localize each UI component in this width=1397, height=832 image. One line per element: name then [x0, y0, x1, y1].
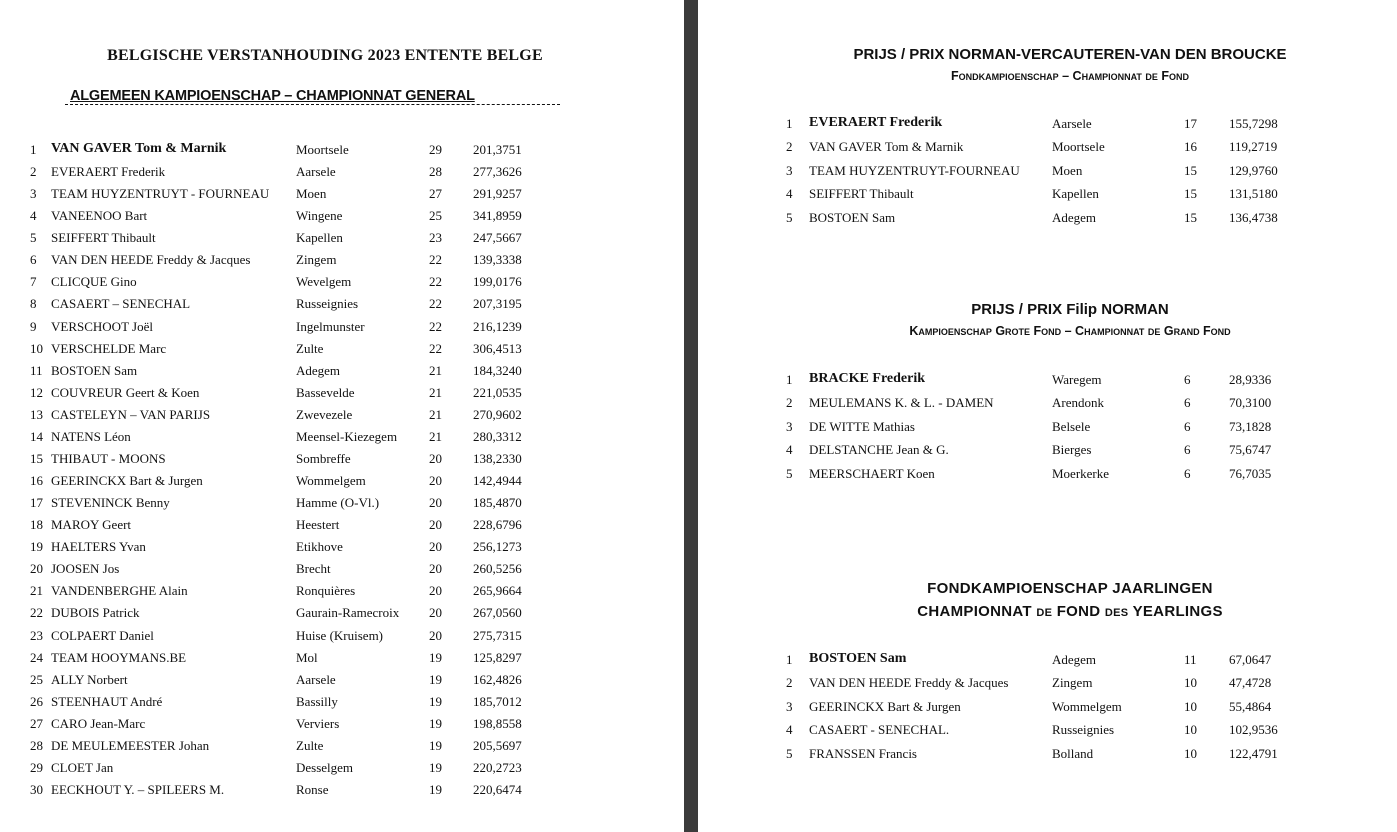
name-cell: TEAM HUYZENTRUYT-FOURNEAU: [809, 162, 1020, 178]
score-cell: 280,3312: [473, 428, 522, 444]
place-cell: Kapellen: [296, 230, 343, 246]
place-cell: Zulte: [296, 737, 324, 753]
count-cell: 22: [429, 296, 442, 312]
score-cell: 221,0535: [473, 384, 522, 400]
score-cell: 28,9336: [1229, 372, 1272, 387]
rank-cell: 1: [786, 372, 793, 387]
place-cell: Moen: [296, 186, 327, 202]
name-cell: GEERINCKX Bart & Jurgen: [51, 473, 203, 489]
right-page: [698, 0, 1397, 832]
place-cell: Verviers: [296, 715, 340, 731]
name-cell: DELSTANCHE Jean & G.: [809, 442, 949, 458]
score-cell: 155,7298: [1229, 116, 1278, 131]
name-cell: CARO Jean-Marc: [51, 715, 146, 731]
score-cell: 131,5180: [1229, 186, 1278, 202]
place-cell: Wommelgem: [1052, 698, 1122, 714]
place-cell: Russeignies: [296, 296, 359, 312]
count-cell: 15: [1184, 186, 1197, 202]
count-cell: 15: [1184, 209, 1197, 225]
rank-cell: 3: [786, 418, 793, 434]
rank-cell: 1: [786, 652, 793, 667]
section-subtitle-grand-fond: Kampioenschap Grote Fond – Championnat de Grand Fond: [909, 324, 1231, 338]
name-cell: MEULEMANS K. & L. - DAMEN: [809, 395, 994, 411]
score-cell: 122,4791: [1229, 745, 1278, 761]
rank-cell: 9: [30, 318, 37, 334]
rank-cell: 30: [30, 782, 43, 798]
score-cell: 76,7035: [1229, 465, 1272, 481]
section-subtitle-yearlings: CHAMPIONNAT de FOND des YEARLINGS: [917, 603, 1223, 620]
name-cell: BOSTOEN Sam: [809, 209, 896, 225]
score-cell: 125,8297: [473, 649, 522, 665]
place-cell: Mol: [296, 649, 318, 665]
rank-cell: 22: [30, 605, 43, 621]
place-cell: Moerkerke: [1052, 465, 1110, 481]
name-cell: VERSCHOOT Joël: [51, 318, 153, 334]
name-cell: VAN GAVER Tom & Marnik: [809, 139, 964, 155]
name-cell: VAN GAVER Tom & Marnik: [51, 141, 227, 156]
count-cell: 20: [429, 539, 442, 555]
count-cell: 19: [429, 737, 442, 753]
place-cell: Bassilly: [296, 693, 338, 709]
count-cell: 6: [1184, 418, 1191, 434]
place-cell: Meensel-Kiezegem: [296, 428, 398, 444]
place-cell: Ingelmunster: [296, 318, 365, 334]
rank-cell: 5: [786, 745, 793, 761]
name-cell: CASAERT – SENECHAL: [51, 296, 191, 312]
name-cell: CASAERT - SENECHAL.: [809, 722, 950, 738]
rank-cell: 4: [786, 186, 793, 202]
rank-cell: 8: [30, 296, 37, 312]
count-cell: 28: [429, 164, 442, 180]
rank-cell: 20: [30, 561, 43, 577]
rank-cell: 16: [30, 473, 43, 489]
score-cell: 220,2723: [473, 759, 522, 775]
place-cell: Huise (Kruisem): [296, 627, 384, 643]
name-cell: TEAM HOOYMANS.BE: [51, 649, 187, 665]
rank-cell: 2: [786, 395, 793, 411]
page-title: BELGISCHE VERSTANHOUDING 2023 ENTENTE BELGE: [107, 47, 543, 64]
place-cell: Ronse: [296, 782, 329, 798]
name-cell: EECKHOUT Y. – SPILEERS M.: [51, 782, 225, 798]
count-cell: 10: [1184, 675, 1197, 691]
name-cell: EVERAERT Frederik: [51, 164, 166, 180]
place-cell: Bierges: [1052, 442, 1092, 458]
score-cell: 260,5256: [473, 561, 522, 577]
count-cell: 20: [429, 517, 442, 533]
rank-cell: 6: [30, 252, 37, 268]
name-cell: MAROY Geert: [51, 517, 132, 533]
score-cell: 162,4826: [473, 671, 522, 687]
count-cell: 11: [1184, 652, 1197, 667]
place-cell: Wevelgem: [296, 274, 352, 290]
count-cell: 27: [429, 186, 442, 202]
score-cell: 199,0176: [473, 274, 522, 290]
count-cell: 19: [429, 759, 442, 775]
place-cell: Brecht: [296, 561, 331, 577]
score-cell: 216,1239: [473, 318, 522, 334]
name-cell: BOSTOEN Sam: [809, 651, 907, 666]
name-cell: CLOET Jan: [51, 759, 114, 775]
place-cell: Hamme (O-Vl.): [296, 495, 380, 511]
rank-cell: 5: [30, 230, 37, 246]
score-cell: 205,5697: [473, 737, 522, 753]
rank-cell: 1: [786, 116, 793, 131]
name-cell: SEIFFERT Thibault: [51, 230, 156, 246]
dashed-separator: [65, 104, 560, 105]
name-cell: VAN DEN HEEDE Freddy & Jacques: [51, 252, 251, 268]
rank-cell: 24: [30, 649, 43, 665]
score-cell: 70,3100: [1229, 395, 1272, 411]
rank-cell: 28: [30, 737, 43, 753]
name-cell: SEIFFERT Thibault: [809, 186, 914, 202]
section-subtitle-fond: Fondkampioenschap – Championnat de Fond: [951, 69, 1189, 83]
rank-cell: 11: [30, 362, 43, 378]
rank-cell: 2: [30, 164, 37, 180]
place-cell: Zingem: [296, 252, 337, 268]
name-cell: STEENHAUT André: [51, 693, 163, 709]
section-subtitle-general: ALGEMEEN KAMPIOENSCHAP – CHAMPIONNAT GENERAL: [70, 88, 475, 104]
score-cell: 119,2719: [1229, 139, 1278, 155]
page-divider: [684, 0, 698, 832]
count-cell: 29: [429, 142, 442, 157]
place-cell: Moortsele: [1052, 139, 1105, 155]
rank-cell: 2: [786, 139, 793, 155]
score-cell: 129,9760: [1229, 162, 1278, 178]
count-cell: 17: [1184, 116, 1197, 131]
count-cell: 6: [1184, 395, 1191, 411]
score-cell: 75,6747: [1229, 442, 1272, 458]
left-page: [0, 0, 684, 832]
score-cell: 247,5667: [473, 230, 522, 246]
place-cell: Zulte: [296, 340, 324, 356]
place-cell: Adegem: [1052, 652, 1097, 667]
score-cell: 73,1828: [1229, 418, 1272, 434]
score-cell: 228,6796: [473, 517, 522, 533]
section-title-fond: PRIJS / PRIX NORMAN-VERCAUTEREN-VAN DEN BROUCKE: [853, 46, 1287, 63]
count-cell: 10: [1184, 745, 1197, 761]
count-cell: 22: [429, 274, 442, 290]
rank-cell: 14: [30, 428, 43, 444]
name-cell: COLPAERT Daniel: [51, 627, 154, 643]
score-cell: 184,3240: [473, 362, 522, 378]
place-cell: Aarsele: [296, 671, 336, 687]
rank-cell: 13: [30, 406, 43, 422]
name-cell: MEERSCHAERT Koen: [809, 465, 935, 481]
score-cell: 267,0560: [473, 605, 522, 621]
score-cell: 138,2330: [473, 450, 522, 466]
score-cell: 341,8959: [473, 208, 522, 224]
name-cell: THIBAUT - MOONS: [51, 450, 166, 466]
rank-cell: 27: [30, 715, 43, 731]
score-cell: 198,8558: [473, 715, 522, 731]
count-cell: 19: [429, 671, 442, 687]
score-cell: 277,3626: [473, 164, 522, 180]
count-cell: 22: [429, 340, 442, 356]
name-cell: EVERAERT Frederik: [809, 115, 943, 130]
count-cell: 21: [429, 406, 442, 422]
count-cell: 10: [1184, 698, 1197, 714]
rank-cell: 5: [786, 465, 793, 481]
name-cell: VAN DEN HEEDE Freddy & Jacques: [809, 675, 1009, 691]
rank-cell: 10: [30, 340, 43, 356]
rank-cell: 29: [30, 759, 43, 775]
count-cell: 15: [1184, 162, 1197, 178]
name-cell: VERSCHELDE Marc: [51, 340, 167, 356]
rank-cell: 1: [30, 142, 37, 157]
place-cell: Belsele: [1052, 418, 1091, 434]
place-cell: Moortsele: [296, 142, 349, 157]
score-cell: 139,3338: [473, 252, 522, 268]
name-cell: HAELTERS Yvan: [51, 539, 146, 555]
count-cell: 21: [429, 428, 442, 444]
name-cell: NATENS Léon: [51, 428, 131, 444]
score-cell: 102,9536: [1229, 722, 1278, 738]
score-cell: 220,6474: [473, 782, 522, 798]
score-cell: 207,3195: [473, 296, 522, 312]
count-cell: 20: [429, 561, 442, 577]
count-cell: 6: [1184, 372, 1191, 387]
rank-cell: 23: [30, 627, 43, 643]
rank-cell: 12: [30, 384, 43, 400]
name-cell: ALLY Norbert: [51, 671, 128, 687]
count-cell: 23: [429, 230, 442, 246]
count-cell: 6: [1184, 442, 1191, 458]
place-cell: Russeignies: [1052, 722, 1115, 738]
name-cell: DE MEULEMEESTER Johan: [51, 737, 210, 753]
name-cell: COUVREUR Geert & Koen: [51, 384, 200, 400]
name-cell: STEVENINCK Benny: [51, 495, 170, 511]
count-cell: 20: [429, 627, 442, 643]
rank-cell: 19: [30, 539, 43, 555]
rank-cell: 4: [30, 208, 37, 224]
score-cell: 55,4864: [1229, 698, 1272, 714]
rank-cell: 3: [30, 186, 37, 202]
place-cell: Gaurain-Ramecroix: [296, 605, 400, 621]
place-cell: Aarsele: [296, 164, 336, 180]
score-cell: 306,4513: [473, 340, 522, 356]
score-cell: 185,4870: [473, 495, 522, 511]
count-cell: 6: [1184, 465, 1191, 481]
rank-cell: 2: [786, 675, 793, 691]
place-cell: Bolland: [1052, 745, 1094, 761]
rank-cell: 4: [786, 442, 793, 458]
name-cell: GEERINCKX Bart & Jurgen: [809, 698, 961, 714]
place-cell: Bassevelde: [296, 384, 355, 400]
place-cell: Desselgem: [296, 759, 354, 775]
rank-cell: 7: [30, 274, 37, 290]
score-cell: 201,3751: [473, 142, 522, 157]
rank-cell: 21: [30, 583, 43, 599]
section-title-yearlings: FONDKAMPIOENSCHAP JAARLINGEN: [927, 580, 1213, 597]
place-cell: Wommelgem: [296, 473, 366, 489]
place-cell: Ronquières: [296, 583, 356, 599]
place-cell: Zwevezele: [296, 406, 353, 422]
score-cell: 47,4728: [1229, 675, 1272, 691]
count-cell: 21: [429, 384, 442, 400]
count-cell: 21: [429, 362, 442, 378]
score-cell: 142,4944: [473, 473, 522, 489]
place-cell: Sombreffe: [296, 450, 351, 466]
count-cell: 16: [1184, 139, 1197, 155]
count-cell: 20: [429, 605, 442, 621]
place-cell: Zingem: [1052, 675, 1093, 691]
count-cell: 19: [429, 782, 442, 798]
count-cell: 19: [429, 715, 442, 731]
place-cell: Adegem: [1052, 209, 1097, 225]
rank-cell: 4: [786, 722, 793, 738]
count-cell: 19: [429, 649, 442, 665]
name-cell: DE WITTE Mathias: [809, 418, 915, 434]
place-cell: Moen: [1052, 162, 1083, 178]
count-cell: 22: [429, 318, 442, 334]
rank-cell: 15: [30, 450, 43, 466]
score-cell: 270,9602: [473, 406, 522, 422]
name-cell: FRANSSEN Francis: [809, 745, 917, 761]
name-cell: VANEENOO Bart: [51, 208, 148, 224]
count-cell: 25: [429, 208, 442, 224]
rank-cell: 26: [30, 693, 43, 709]
score-cell: 136,4738: [1229, 209, 1278, 225]
rank-cell: 25: [30, 671, 43, 687]
count-cell: 19: [429, 693, 442, 709]
rank-cell: 3: [786, 162, 793, 178]
score-cell: 67,0647: [1229, 652, 1272, 667]
rank-cell: 3: [786, 698, 793, 714]
name-cell: JOOSEN Jos: [51, 561, 120, 577]
count-cell: 20: [429, 495, 442, 511]
count-cell: 20: [429, 450, 442, 466]
count-cell: 20: [429, 473, 442, 489]
name-cell: VANDENBERGHE Alain: [51, 583, 188, 599]
place-cell: Aarsele: [1052, 116, 1092, 131]
score-cell: 275,7315: [473, 627, 522, 643]
name-cell: BRACKE Frederik: [809, 371, 926, 386]
score-cell: 291,9257: [473, 186, 522, 202]
count-cell: 22: [429, 252, 442, 268]
name-cell: CLICQUE Gino: [51, 274, 137, 290]
place-cell: Heestert: [296, 517, 340, 533]
name-cell: CASTELEYN – VAN PARIJS: [51, 406, 211, 422]
name-cell: BOSTOEN Sam: [51, 362, 138, 378]
rank-cell: 17: [30, 495, 43, 511]
place-cell: Adegem: [296, 362, 341, 378]
score-cell: 185,7012: [473, 693, 522, 709]
score-cell: 265,9664: [473, 583, 522, 599]
place-cell: Wingene: [296, 208, 343, 224]
place-cell: Waregem: [1052, 372, 1102, 387]
section-title-grand-fond: PRIJS / PRIX Filip NORMAN: [971, 301, 1169, 318]
score-cell: 256,1273: [473, 539, 522, 555]
name-cell: TEAM HUYZENTRUYT - FOURNEAU: [51, 186, 270, 202]
name-cell: DUBOIS Patrick: [51, 605, 140, 621]
place-cell: Etikhove: [296, 539, 343, 555]
count-cell: 10: [1184, 722, 1197, 738]
count-cell: 20: [429, 583, 442, 599]
place-cell: Kapellen: [1052, 186, 1099, 202]
place-cell: Arendonk: [1052, 395, 1104, 411]
rank-cell: 18: [30, 517, 43, 533]
rank-cell: 5: [786, 209, 793, 225]
